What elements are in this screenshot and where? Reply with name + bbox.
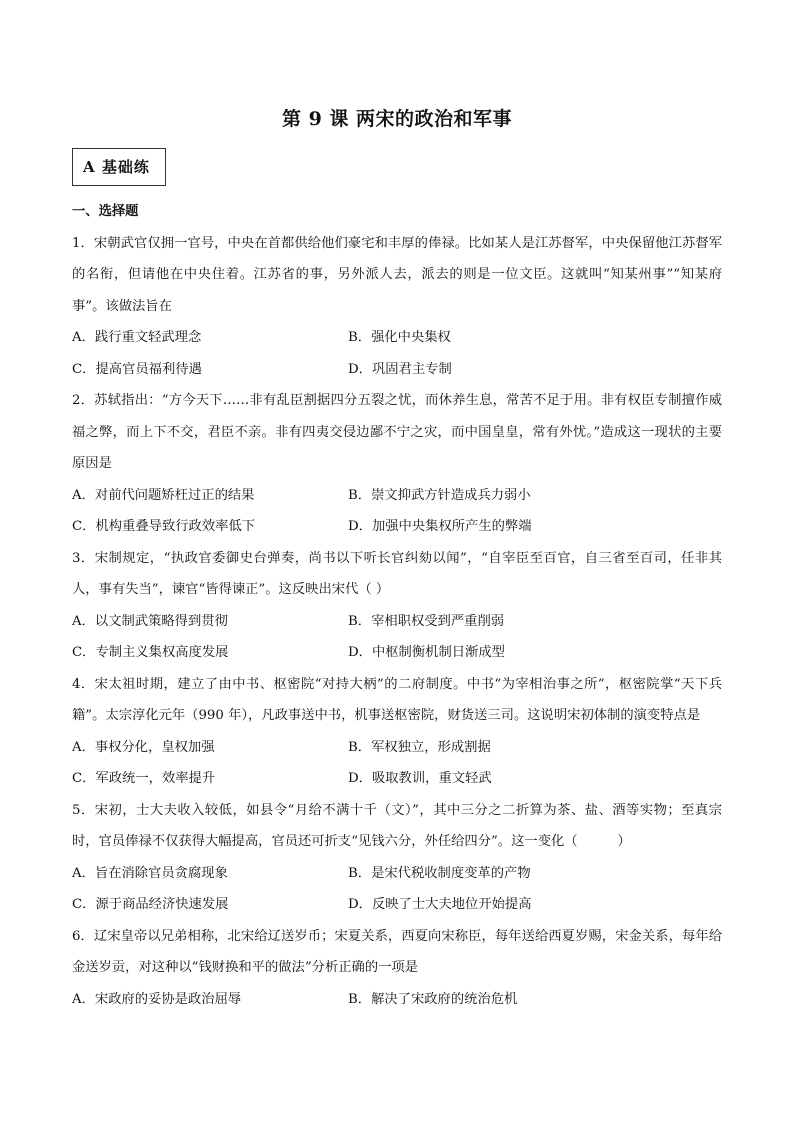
question-list bbox=[72, 200, 722, 1015]
page-title: 第 9 课 两宋的政治和军事 bbox=[281, 108, 513, 130]
question-stem: 5．宋初，士大夫收入较低，如县令“月给不满十千（文）”，其中三分之二折算为茶、盐、酒等实物；至真宗时，官员俸禄不仅获得大幅提高，官员还可折支“见钱六分，外任给四分”。这一变化（ ） bbox=[72, 802, 722, 849]
option-d: D．反映了士大夫地位开始提高 bbox=[348, 897, 532, 912]
option-row bbox=[72, 637, 722, 669]
option-a: A．践行重文轻武理念 bbox=[72, 330, 202, 345]
option-row bbox=[72, 763, 722, 795]
option-a: A．以文制武策略得到贯彻 bbox=[72, 613, 228, 629]
question-4 bbox=[72, 669, 722, 795]
option-row bbox=[72, 858, 722, 890]
question-stem: 1．宋朝武官仅拥一官号，中央在首都供给他们豪宅和丰厚的俸禄。比如某人是江苏督军，中央保留他江苏督军的名衔，但请他在中央住着。江苏省的事，另外派人去，派去的则是一位文臣。这就叫“知某州事”“知某府事”。该做法旨在 bbox=[72, 235, 722, 314]
question-5 bbox=[72, 795, 722, 921]
option-c: C．源于商品经济快速发展 bbox=[72, 897, 229, 912]
option-c: C．军政统一，效率提升 bbox=[72, 771, 216, 786]
option-b: B．军权独立，形成割据 bbox=[348, 739, 491, 755]
section-badge: A 基础练 bbox=[72, 148, 166, 186]
option-b: B．强化中央集权 bbox=[348, 330, 451, 345]
option-c: C．提高官员福利待遇 bbox=[72, 361, 202, 377]
option-c: C．机构重叠导致行政效率低下 bbox=[72, 519, 256, 534]
question-stem: 6．辽宋皇帝以兄弟相称，北宋给辽送岁币；宋夏关系，西夏向宋称臣，每年送给西夏岁赐，宋金关系，每年给金送岁贡，对这种以“钱财换和平的做法”分析正确的一项是 bbox=[72, 928, 722, 975]
question-1 bbox=[72, 228, 722, 386]
question-6 bbox=[72, 921, 722, 1016]
option-a: A．旨在消除官员贪腐现象 bbox=[72, 865, 228, 881]
option-d: D．巩固君主专制 bbox=[348, 361, 452, 377]
option-row bbox=[72, 480, 722, 512]
option-b: B．解决了宋政府的统治危机 bbox=[348, 991, 518, 1007]
question-stem: 3．宋制规定，“执政官委御史台弹奏，尚书以下听长官纠劾以闻”，“自宰臣至百官，自三省至百司，任非其人，事有失当”，谏官“皆得谏正”。这反映出宋代（ ） bbox=[72, 550, 722, 597]
option-a: A．对前代问题矫枉过正的结果 bbox=[72, 487, 255, 503]
question-3 bbox=[72, 543, 722, 669]
option-d: D．中枢制衡机制日渐成型 bbox=[348, 645, 505, 660]
option-d: D．加强中央集权所产生的弊端 bbox=[348, 519, 532, 534]
option-row bbox=[72, 354, 722, 386]
option-row bbox=[72, 606, 722, 638]
question-stem: 2．苏轼指出：“方今天下……非有乱臣割据四分五裂之忧，而休养生息，常苦不足于用。非有权臣专制擅作威福之弊，而上下不交，君臣不亲。非有四夷交侵边鄙不宁之灾，而中国皇皇，常有外忧。”造成这一现状的主要原因是 bbox=[72, 393, 722, 471]
option-a: A．宋政府的妥协是政治屈辱 bbox=[72, 991, 242, 1007]
option-d: D．吸取教训，重文轻武 bbox=[348, 771, 492, 786]
option-row bbox=[72, 984, 722, 1016]
section-heading: 一、选择题 bbox=[72, 204, 139, 219]
option-row bbox=[72, 732, 722, 764]
option-b: B．宰相职权受到严重削弱 bbox=[348, 613, 505, 629]
option-a: A．事权分化，皇权加强 bbox=[72, 739, 215, 755]
option-c: C．专制主义集权高度发展 bbox=[72, 645, 229, 660]
option-row bbox=[72, 322, 722, 354]
option-b: B．崇文抑武方针造成兵力弱小 bbox=[348, 487, 531, 503]
option-row bbox=[72, 889, 722, 921]
option-row bbox=[72, 511, 722, 543]
question-stem: 4．宋太祖时期，建立了由中书、枢密院“对持大柄”的二府制度。中书“为宰相治事之所”，枢密院掌“天下兵籍”。太宗淳化元年（990 年），凡政事送中书，机事送枢密院，财货送三司。这说明宋初体制的演变特点是 bbox=[72, 676, 722, 723]
question-2 bbox=[72, 385, 722, 543]
option-b: B．是宋代税收制度变革的产物 bbox=[348, 865, 531, 881]
